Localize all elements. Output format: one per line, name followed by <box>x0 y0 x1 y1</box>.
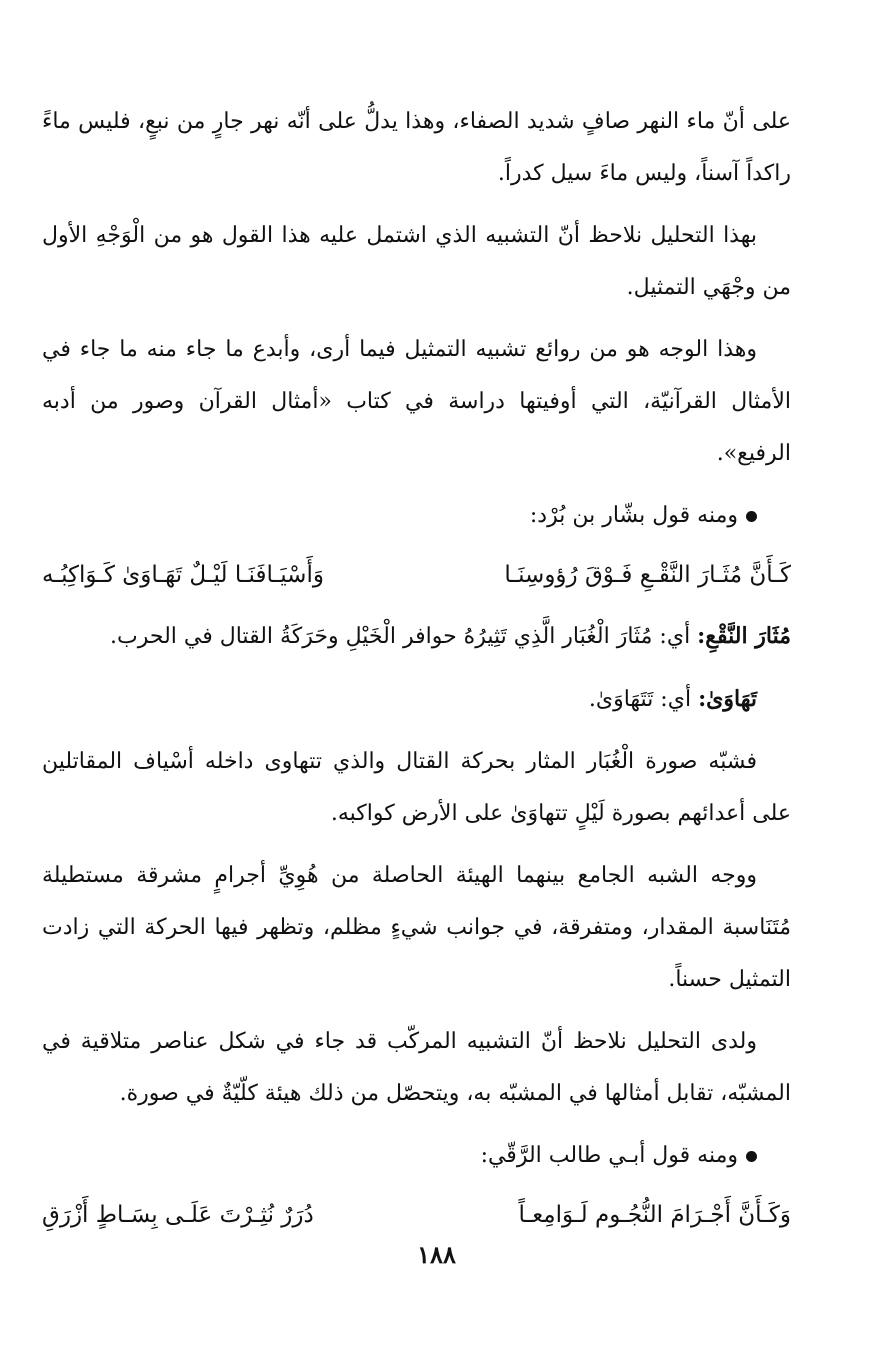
gloss-text: أي: تَتَهَاوَىٰ. <box>588 687 699 712</box>
paragraph-7: ووجه الشبه الجامع بينهما الهيئة الحاصلة من هُوِيِّ أجرامٍ مشرقة مستطيلة مُتَنَاسبة المقدار، ومتفرقة، في جوانب شيءٍ مظلم، وتظهر فيها الحركة التي زادت التمثيل حسناً. <box>42 863 791 992</box>
paragraph-1: على أنّ ماء النهر صافٍ شديد الصفاء، وهذا يدلُّ على أنّه نهر جارٍ من نبعٍ، فليس ماءً راكداً آسناً، وليس ماءَ سيل كدراً. <box>42 109 791 186</box>
verse-second-hemistich: دُرَرٌ نُثِـرْتَ عَلَـى بِسَـاطٍ أَزْرَقِ <box>42 1202 314 1228</box>
paragraph-6: فشبّه صورة الْغُبَار المثار بحركة القتال والذي تتهاوى داخله أسْياف المقاتلين على أعدائهم بصورة لَيْلٍ تتهاوَىٰ على الأرض كواكبه. <box>42 749 791 826</box>
verse-bashar <box>42 548 791 602</box>
gloss-tahawa <box>42 673 791 726</box>
page-number: ١٨٨ <box>417 1240 456 1269</box>
paragraph-3: وهذا الوجه هو من روائع تشبيه التمثيل فيما أرى، وأبدع ما جاء منه ما جاء في الأمثال القرآنيّة، التي أوفيتها دراسة في كتاب «أمثال القرآن وصور من أدبه الرفيع». <box>42 337 791 466</box>
quote-intro-abu-talib <box>42 1130 791 1182</box>
gloss-term: مُثَارَ النَّقْعِ: <box>697 623 791 649</box>
gloss-term: تَهَاوَىٰ: <box>698 686 757 712</box>
verse-second-hemistich: وَأَسْيَـافَنَـا لَيْـلٌ تَهَـاوَىٰ كَـوَاكِبُـه <box>42 562 324 588</box>
paragraph-2: بهذا التحليل نلاحظ أنّ التشبيه الذي اشتمل عليه هذا القول هو من الْوَجْهِ الأول من وجْهَي التمثيل. <box>42 223 791 300</box>
verse-first-hemistich: كَـأَنَّ مُثَـارَ النَّقْـعِ فَـوْقَ رُؤوسِنَـا <box>504 562 791 588</box>
bullet-icon <box>746 511 757 522</box>
quote-intro-text: ومنه قول أبـي طالب الرَّقّي: <box>480 1143 738 1168</box>
verse-abu-talib <box>42 1188 791 1242</box>
quote-intro-text: ومنه قول بشّار بن بُرْد: <box>529 503 738 528</box>
gloss-text: أي: مُثَارَ الْغُبَار الَّذِي تَثِيرُهُ حوافر الْخَيْلِ وحَرَكَةُ القتال في الحرب. <box>110 624 698 649</box>
verse-first-hemistich: وَكَـأَنَّ أَجْـرَامَ النُّجُـوم لَـوَامِعـاً <box>518 1202 791 1228</box>
paragraph-8: ولدى التحليل نلاحظ أنّ التشبيه المركّب قد جاء في شكل عناصر متلاقية في المشبّه، تقابل أمثالها في المشبّه به، ويتحصّل من ذلك هيئة كلّيّةٌ في صورة. <box>42 1029 791 1106</box>
bullet-icon <box>746 1151 757 1162</box>
quote-intro-bashar <box>42 490 791 542</box>
gloss-muthar <box>42 610 791 663</box>
